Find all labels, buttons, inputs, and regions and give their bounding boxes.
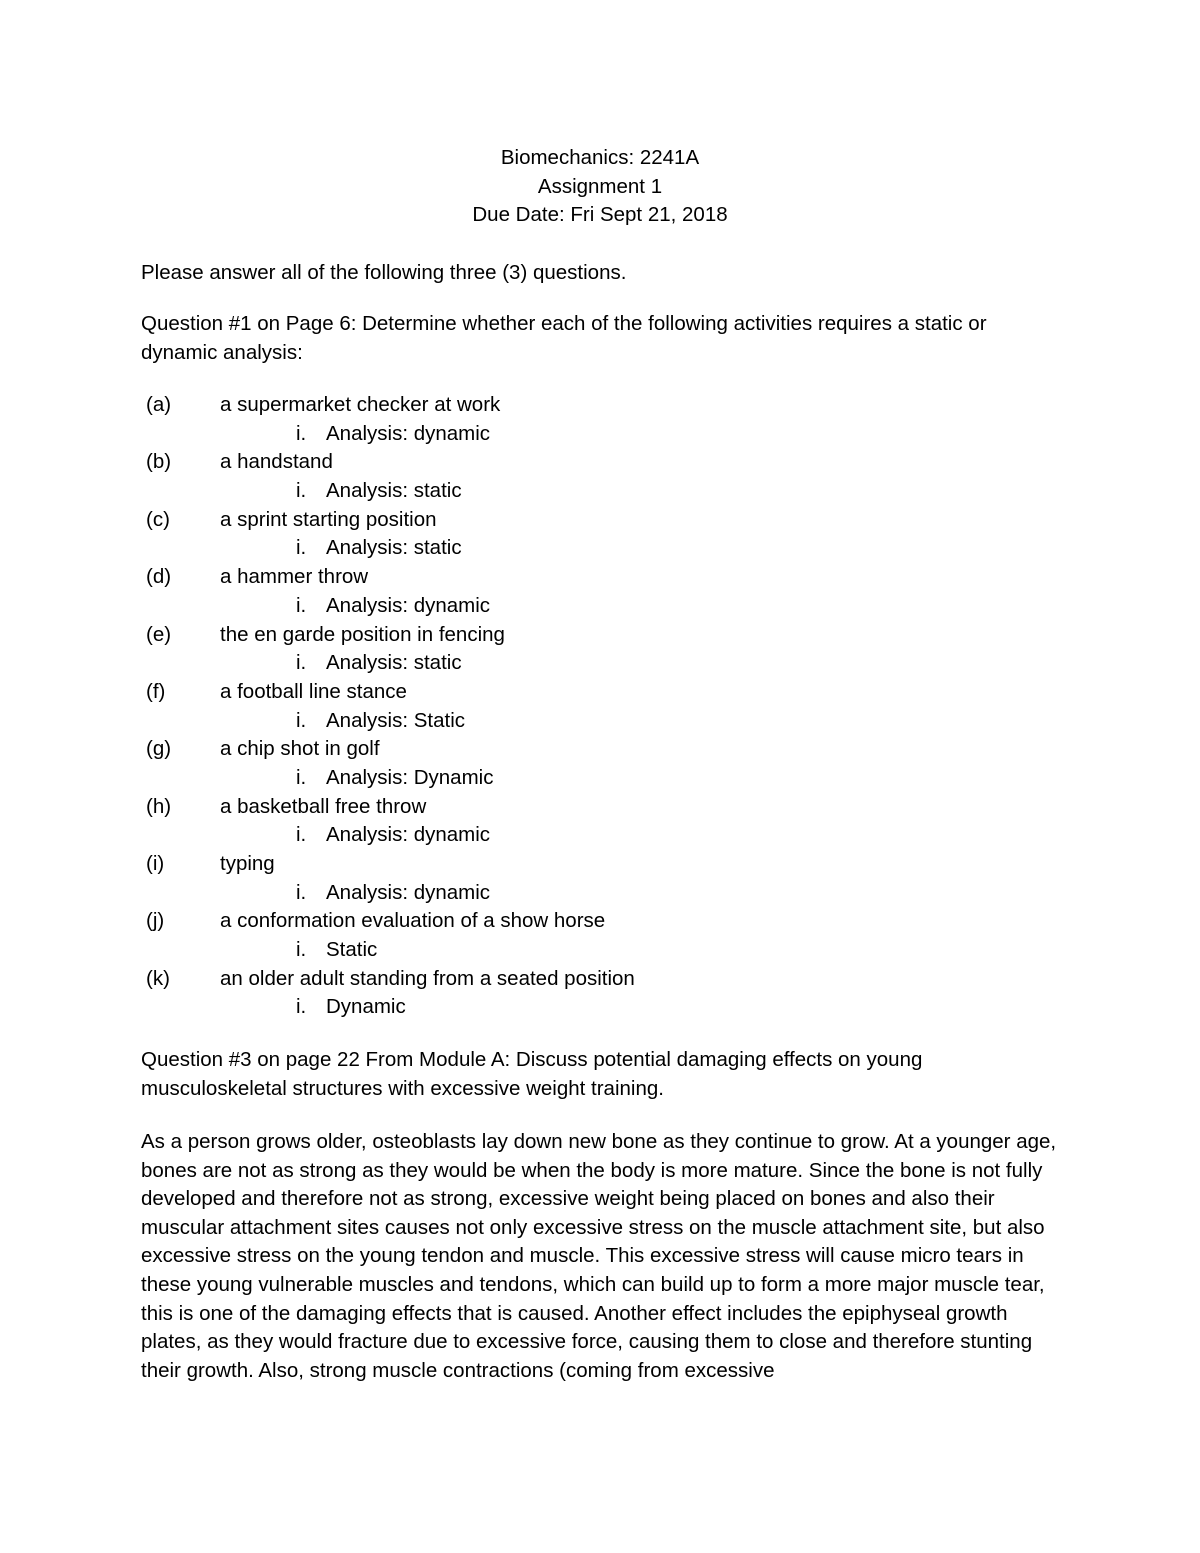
list-item-label: (k)	[146, 966, 170, 990]
list-item-answer	[0, 707, 1200, 736]
list-item-label: (i)	[146, 852, 165, 875]
question-1-list	[0, 391, 1200, 1022]
list-item-answer	[0, 764, 1200, 793]
answer-text: Analysis: static	[326, 479, 462, 503]
list-item-answer	[0, 477, 1200, 506]
answer-number: i.	[296, 765, 307, 789]
due-date: Due Date: Fri Sept 21, 2018	[472, 203, 728, 227]
list-item-label: (d)	[146, 565, 172, 589]
question-1-prompt: Question #1 on Page 6: Determine whether each of the following activities requires a static or dynamic analysis:	[141, 312, 987, 364]
list-item	[0, 793, 1200, 822]
list-item-answer	[0, 821, 1200, 850]
answer-text: Dynamic	[326, 995, 406, 1019]
answer-number: i.	[296, 479, 307, 503]
answer-number: i.	[296, 593, 307, 617]
answer-text: Analysis: Static	[326, 708, 465, 732]
list-item-answer	[0, 534, 1200, 563]
list-item-label: (f)	[146, 679, 166, 703]
list-item	[0, 506, 1200, 535]
question-3-prompt: Question #3 on page 22 From Module A: Discuss potential damaging effects on young musculoskeletal structures with excessive weight training.	[141, 1048, 923, 1100]
list-item-answer	[0, 993, 1200, 1022]
list-item-text: an older adult standing from a seated position	[220, 966, 635, 990]
answer-text: Static	[326, 938, 378, 962]
list-item	[0, 907, 1200, 936]
list-item-label: (g)	[146, 737, 172, 761]
list-item-text: a basketball free throw	[220, 794, 427, 818]
answer-number: i.	[296, 823, 307, 847]
answer-text: Analysis: static	[326, 536, 462, 560]
list-item-label: (h)	[146, 794, 172, 818]
list-item-answer	[0, 879, 1200, 908]
list-item	[0, 735, 1200, 764]
list-item	[0, 563, 1200, 592]
answer-text: Analysis: Dynamic	[326, 765, 494, 789]
list-item-label: (e)	[146, 622, 172, 646]
answer-text: Analysis: dynamic	[326, 880, 491, 904]
answer-text: Analysis: static	[326, 651, 462, 675]
list-item-label: (a)	[146, 393, 172, 416]
list-item-text: a conformation evaluation of a show horse	[220, 909, 606, 933]
list-item-text: a chip shot in golf	[220, 737, 380, 761]
answer-number: i.	[296, 421, 307, 445]
list-item-text: a football line stance	[220, 679, 407, 703]
list-item	[0, 965, 1200, 994]
answer-number: i.	[296, 995, 307, 1019]
list-item-answer	[0, 420, 1200, 449]
answer-text: Analysis: dynamic	[326, 823, 491, 847]
list-item-text: the en garde position in fencing	[220, 622, 505, 646]
answer-number: i.	[296, 880, 307, 904]
course-title: Biomechanics: 2241A	[500, 146, 700, 169]
list-item-text: typing	[220, 852, 275, 875]
list-item-label: (b)	[146, 450, 172, 474]
list-item-text: a handstand	[220, 450, 333, 474]
list-item	[0, 391, 1200, 420]
list-item-answer	[0, 592, 1200, 621]
list-item	[0, 621, 1200, 650]
list-item-answer	[0, 936, 1200, 965]
instructions: Please answer all of the following three (3) questions.	[141, 261, 627, 284]
question-3-answer: As a person grows older, osteoblasts lay down new bone as they continue to grow. At a younger age, bones are not as strong as they would be when the body is more mature. Since the bone is not fully developed and therefore not as strong, excessive weight being placed on bones and also their muscular attachment sites causes not only excessive stress on the muscle attachment site, but also excessive stress on the young tendon and muscle. This excessive stress will cause micro tears in these young vulnerable muscles and tendons, which can build up to form a more major muscle tear, this is one of the damaging effects that is caused. Another effect includes the epiphyseal growth plates, as they would fracture due to excessive force, causing them to close and therefore stunting their growth. Also, strong muscle contractions (coming from excessive	[141, 1130, 1057, 1382]
list-item	[0, 448, 1200, 477]
answer-text: Analysis: dynamic	[326, 593, 491, 617]
list-item	[0, 678, 1200, 707]
list-item-text: a hammer throw	[220, 565, 369, 589]
answer-text: Analysis: dynamic	[326, 421, 491, 445]
answer-number: i.	[296, 651, 307, 675]
answer-number: i.	[296, 536, 307, 560]
list-item-text: a sprint starting position	[220, 507, 437, 531]
document-header	[0, 144, 1200, 230]
list-item-label: (c)	[146, 507, 170, 531]
list-item-answer	[0, 649, 1200, 678]
list-item-text: a supermarket checker at work	[220, 393, 501, 416]
assignment-title: Assignment 1	[537, 174, 663, 198]
answer-number: i.	[296, 938, 307, 962]
list-item	[0, 850, 1200, 879]
answer-number: i.	[296, 708, 307, 732]
list-item-label: (j)	[146, 909, 165, 933]
